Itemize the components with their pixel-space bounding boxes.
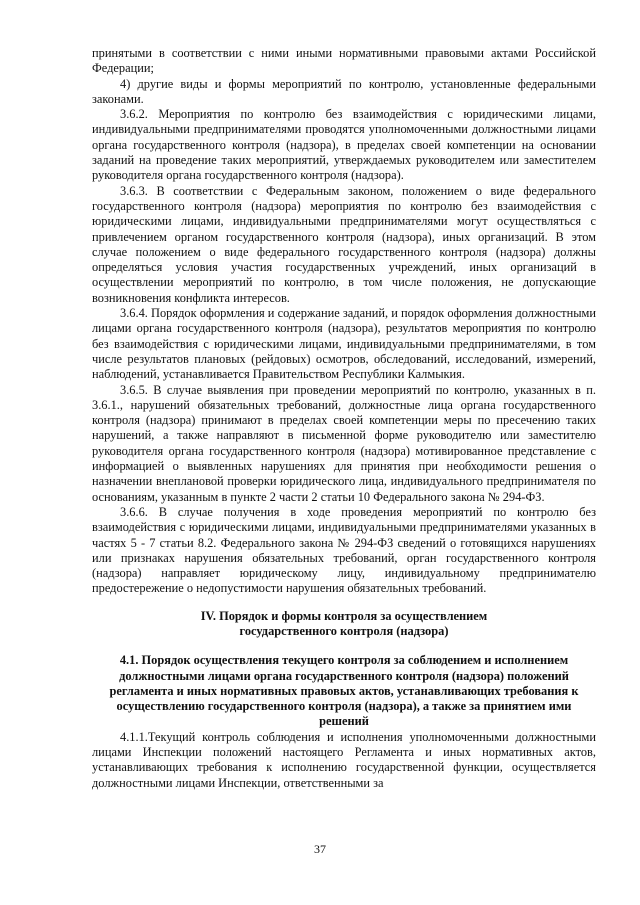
- paragraph-3-6-3: 3.6.3. В соответствии с Федеральным законом, положением о виде федерального государственного контроля (надзора) мероприятия по контролю без взаимодействия с юридическими лицами, индивидуальными предпринимателями могут осуществляться с привлечением органом государственного контроля (надзора), иных организаций. В этом случае положением о виде федерального государственного контроля (надзора) должны определяться условия участия государственных учреждений, иных организаций в осуществлении мероприятий по контролю, в том числе положения, не допускающие возникновения конфликта интересов.: [92, 183, 596, 305]
- document-page: [92, 46, 596, 791]
- paragraph-3-6-4: 3.6.4. Порядок оформления и содержание заданий, и порядок оформления должностными лицами органа государственного контроля (надзора), результатов мероприятия по контролю без взаимодействия с юридическими лицами, индивидуальными предпринимателями, в том числе результатов плановых (рейдовых) осмотров, обследований, исследований, измерений, наблюдений, устанавливается Правительством Республики Калмыкия.: [92, 306, 596, 382]
- paragraph-3-6-2: 3.6.2. Мероприятия по контролю без взаимодействия с юридическими лицами, индивидуальными предпринимателями проводятся уполномоченными должностными лицами органа государственного контроля (надзора), в пределах своей компетенции на основании заданий на проведение таких мероприятий, утверждаемых руководителем или заместителем руководителя органа государственного контроля (надзора).: [92, 107, 596, 183]
- paragraph-continuation: принятыми в соответствии с ними иными нормативными правовыми актами Российской Федерации;: [92, 46, 596, 76]
- page-number: 37: [314, 842, 326, 856]
- paragraph-3-6-6: 3.6.6. В случае получения в ходе проведения мероприятий по контролю без взаимодействия с юридическими лицами, индивидуальными предпринимателями указанных в частях 5 - 7 статьи 8.2. Федерального закона № 294-ФЗ сведений о готовящихся нарушениях или признаках нарушения обязательных требований, орган государственного контроля (надзора) направляет юридическому лицу, индивидуальному предпринимателю предостережение о недопустимости нарушения обязательных требований.: [92, 504, 596, 596]
- section-heading-line-1: IV. Порядок и формы контроля за осуществлением: [200, 608, 488, 623]
- paragraph-3-6-5: 3.6.5. В случае выявления при проведении мероприятий по контролю, указанных в п. 3.6.1., нарушений обязательных требований, должностные лица органа государственного контроля (надзора) принимают в пределах своей компетенции меры по пресечению таких нарушений, а также направляют в письменной форме руководителю или заместителю руководителя органа государственного контроля (надзора) мотивированное представление с информацией о выявленных нарушениях для принятия при необходимости решения о назначении внеплановой проверки юридического лица, индивидуального предпринимателя по основаниям, указанным в пункте 2 части 2 статьи 10 Федерального закона № 294-ФЗ.: [92, 382, 596, 504]
- section-heading-line-2: государственного контроля (надзора): [239, 623, 449, 638]
- section-heading: [92, 609, 596, 640]
- subsection-heading: 4.1. Порядок осуществления текущего контроля за соблюдением и исполнением должностными лицами органа государственного контроля (надзора) положений регламента и иных нормативных правовых актов, устанавливающих требования к осуществлению государственного контроля (надзора), а также за принятием ими решений: [109, 653, 579, 729]
- paragraph-item-4: 4) другие виды и формы мероприятий по контролю, установленные федеральными законами.: [92, 76, 596, 106]
- paragraph-4-1-1: 4.1.1.Текущий контроль соблюдения и исполнения уполномоченными должностными лицами Инспекции положений настоящего Регламента и иных нормативных актов, устанавливающих требования к исполнению государственной функции, осуществляется должностными лицами Инспекции, ответственными за: [92, 729, 596, 790]
